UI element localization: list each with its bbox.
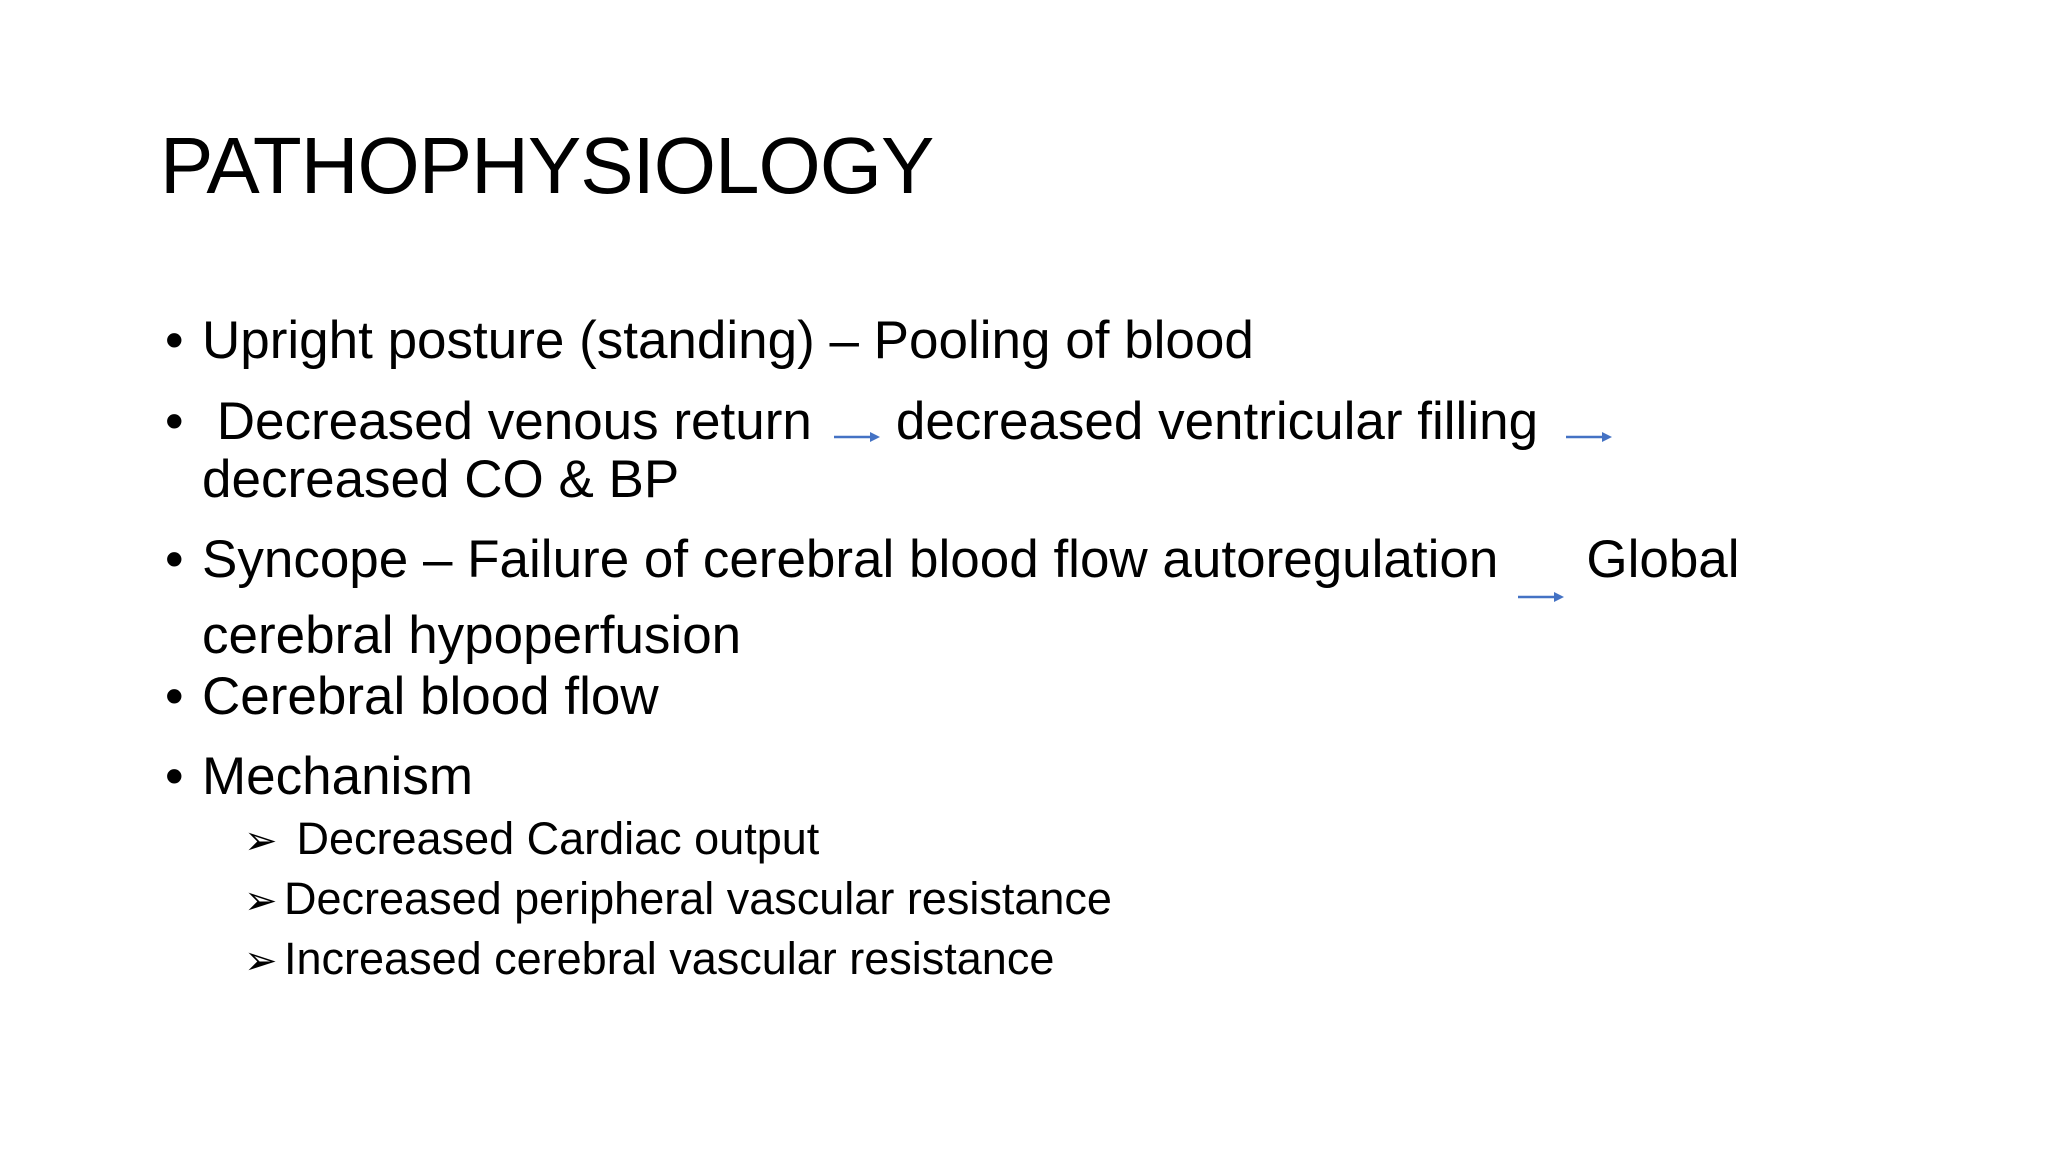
bullet-marker: •	[165, 311, 184, 370]
sub-bullet-text: Increased cerebral vascular resistance	[284, 933, 1055, 984]
bullet-marker: •	[165, 747, 184, 806]
right-arrow-icon	[1518, 587, 1564, 607]
bullet-marker: •	[165, 392, 184, 451]
bullet-marker: •	[165, 667, 184, 726]
sub-bullet-item	[244, 934, 1054, 986]
bullet-text: Upright posture (standing) – Pooling of blood	[202, 311, 1254, 370]
arrowhead-bullet-icon: ➢	[244, 938, 278, 984]
bullet-text-part: Global	[1586, 530, 1740, 589]
sub-bullet-text: Decreased peripheral vascular resistance	[284, 873, 1112, 924]
bullet-text-part: decreased CO & BP	[202, 450, 680, 509]
right-arrow-icon	[834, 427, 880, 447]
bullet-text: Mechanism	[202, 747, 473, 806]
sub-bullet-item	[244, 874, 1112, 926]
bullet-text-part: cerebral hypoperfusion	[202, 606, 742, 665]
sub-bullet-item	[244, 814, 819, 866]
bullet-text: Cerebral blood flow	[202, 667, 659, 726]
arrowhead-bullet-icon: ➢	[244, 878, 278, 924]
arrowhead-bullet-icon: ➢	[244, 818, 278, 864]
slide-title: PATHOPHYSIOLOGY	[160, 121, 934, 210]
bullet-text-part: Syncope – Failure of cerebral blood flow autoregulation	[202, 530, 1499, 589]
bullet-text-part: Decreased venous return	[202, 392, 812, 451]
bullet-text-part: decreased ventricular filling	[895, 392, 1539, 451]
sub-bullet-text: Decreased Cardiac output	[284, 813, 820, 864]
bullet-marker: •	[165, 530, 184, 589]
right-arrow-icon	[1566, 427, 1612, 447]
